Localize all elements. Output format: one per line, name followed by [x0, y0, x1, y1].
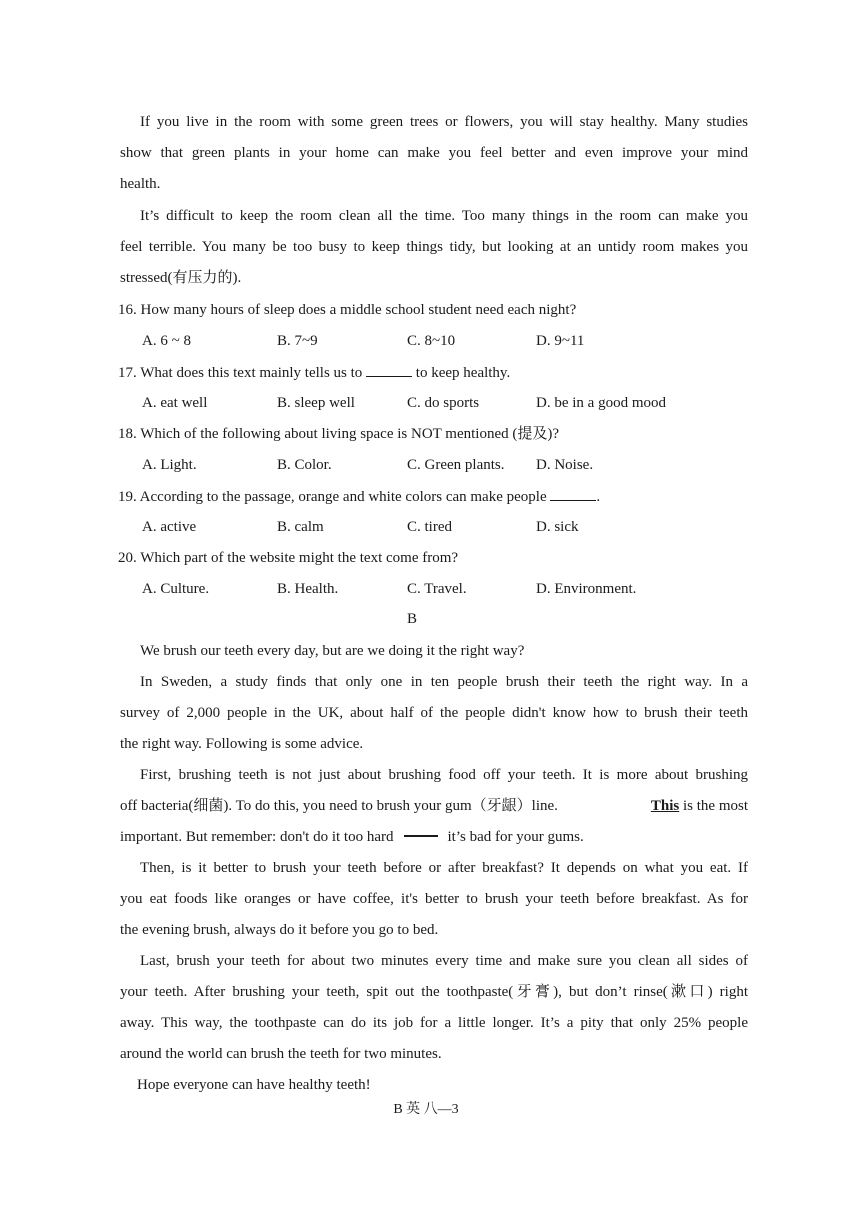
q16-option-d: D. 9~11: [536, 333, 585, 349]
q19-option-a: A. active: [142, 519, 197, 535]
underlined-this: This: [650, 798, 680, 814]
passage-b-line-10: the evening brush, always do it before you go to bed.: [120, 922, 439, 938]
passage-b-line-13: away. This way, the toothpaste can do its job for a little longer. It’s a pity that only 25% people: [120, 1015, 748, 1031]
passage-b-line-6-start: off bacteria(细菌). To do this, you need to brush your gum（牙龈）line.: [120, 798, 558, 814]
passage-b-line-7-end: it’s bad for your gums.: [447, 829, 584, 845]
passage-b-line-3: survey of 2,000 people in the UK, about half of the people didn't know how to brush their teeth: [120, 705, 748, 721]
q17-option-b: B. sleep well: [277, 395, 355, 411]
passage-b-line-4: the right way. Following is some advice.: [120, 736, 364, 752]
q20-option-d: D. Environment.: [536, 581, 637, 597]
em-dash: [404, 835, 438, 837]
q17-option-c: C. do sports: [407, 395, 480, 411]
q19-answer-blank: [550, 486, 596, 501]
q19-option-c: C. tired: [407, 519, 452, 535]
q19-stem-before: 19. According to the passage, orange and white colors can make people: [118, 489, 547, 505]
q19-stem-after: .: [596, 489, 601, 505]
q17-answer-blank: [366, 362, 412, 377]
question-17-stem: [118, 362, 746, 383]
passage-a-para2-line3: stressed(有压力的).: [120, 270, 242, 286]
passage-b-line-1: We brush our teeth every day, but are we doing it the right way?: [140, 643, 525, 659]
q20-option-b: B. Health.: [277, 581, 339, 597]
q18-option-b: B. Color.: [277, 457, 332, 473]
passage-b-line-9: you eat foods like oranges or have coffee, it's better to brush your teeth before breakfast. As for: [120, 891, 748, 907]
q16-option-b: B. 7~9: [277, 333, 318, 349]
passage-b-line-6-end: is the most: [682, 798, 748, 814]
q17-option-d: D. be in a good mood: [536, 395, 666, 411]
passage-b-line-5: First, brushing teeth is not just about brushing food off your teeth. It is more about brushing: [140, 767, 748, 783]
passage-b-line-11: Last, brush your teeth for about two minutes every time and make sure you clean all sides of: [140, 953, 748, 969]
q16-option-c: C. 8~10: [407, 333, 456, 349]
q19-option-b: B. calm: [277, 519, 324, 535]
q18-option-a: A. Light.: [142, 457, 197, 473]
page-footer: B 英 八—3: [393, 1102, 459, 1117]
passage-a-para2-line2: feel terrible. You many be too busy to keep things tidy, but looking at an untidy room makes you: [120, 239, 748, 255]
passage-a-para1-line1: If you live in the room with some green trees or flowers, you will stay healthy. Many studies: [140, 114, 748, 130]
passage-b-line-2: In Sweden, a study finds that only one in ten people brush their teeth the right way. In a: [140, 674, 748, 690]
passage-b-line-7-start: important. But remember: don't do it too hard: [120, 829, 394, 845]
passage-a-para2-line1: It’s difficult to keep the room clean all the time. Too many things in the room can make you: [140, 208, 748, 224]
passage-b-line-6: [120, 796, 748, 816]
q19-option-d: D. sick: [536, 519, 579, 535]
q17-option-a: A. eat well: [142, 395, 208, 411]
passage-b-line-14: around the world can brush the teeth for two minutes.: [120, 1046, 442, 1062]
q17-stem-before: 17. What does this text mainly tells us to: [118, 365, 363, 381]
passage-a-para1-line2: show that green plants in your home can make you feel better and even improve your mind: [120, 145, 748, 161]
section-b-label: B: [406, 611, 417, 627]
q20-option-a: A. Culture.: [142, 581, 210, 597]
question-16-stem: 16. How many hours of sleep does a middle school student need each night?: [118, 302, 577, 318]
question-20-stem: 20. Which part of the website might the text come from?: [118, 550, 459, 566]
q18-option-c: C. Green plants.: [407, 457, 505, 473]
q20-option-c: C. Travel.: [407, 581, 467, 597]
passage-b-line-8: Then, is it better to brush your teeth before or after breakfast? It depends on what you eat. If: [140, 860, 748, 876]
passage-b-line-15: Hope everyone can have healthy teeth!: [137, 1077, 371, 1093]
q17-stem-after: to keep healthy.: [415, 365, 511, 381]
passage-b-line-12: your teeth. After brushing your teeth, spit out the toothpaste(牙膏), but don’t rinse(漱口) right: [120, 984, 748, 1000]
q18-option-d: D. Noise.: [536, 457, 594, 473]
question-19-stem: [118, 486, 746, 507]
question-18-stem: 18. Which of the following about living space is NOT mentioned (提及)?: [118, 426, 560, 442]
q16-option-a: A. 6 ~ 8: [142, 333, 191, 349]
passage-b-line-7: [120, 827, 748, 847]
passage-a-para1-line3: health.: [120, 176, 161, 192]
